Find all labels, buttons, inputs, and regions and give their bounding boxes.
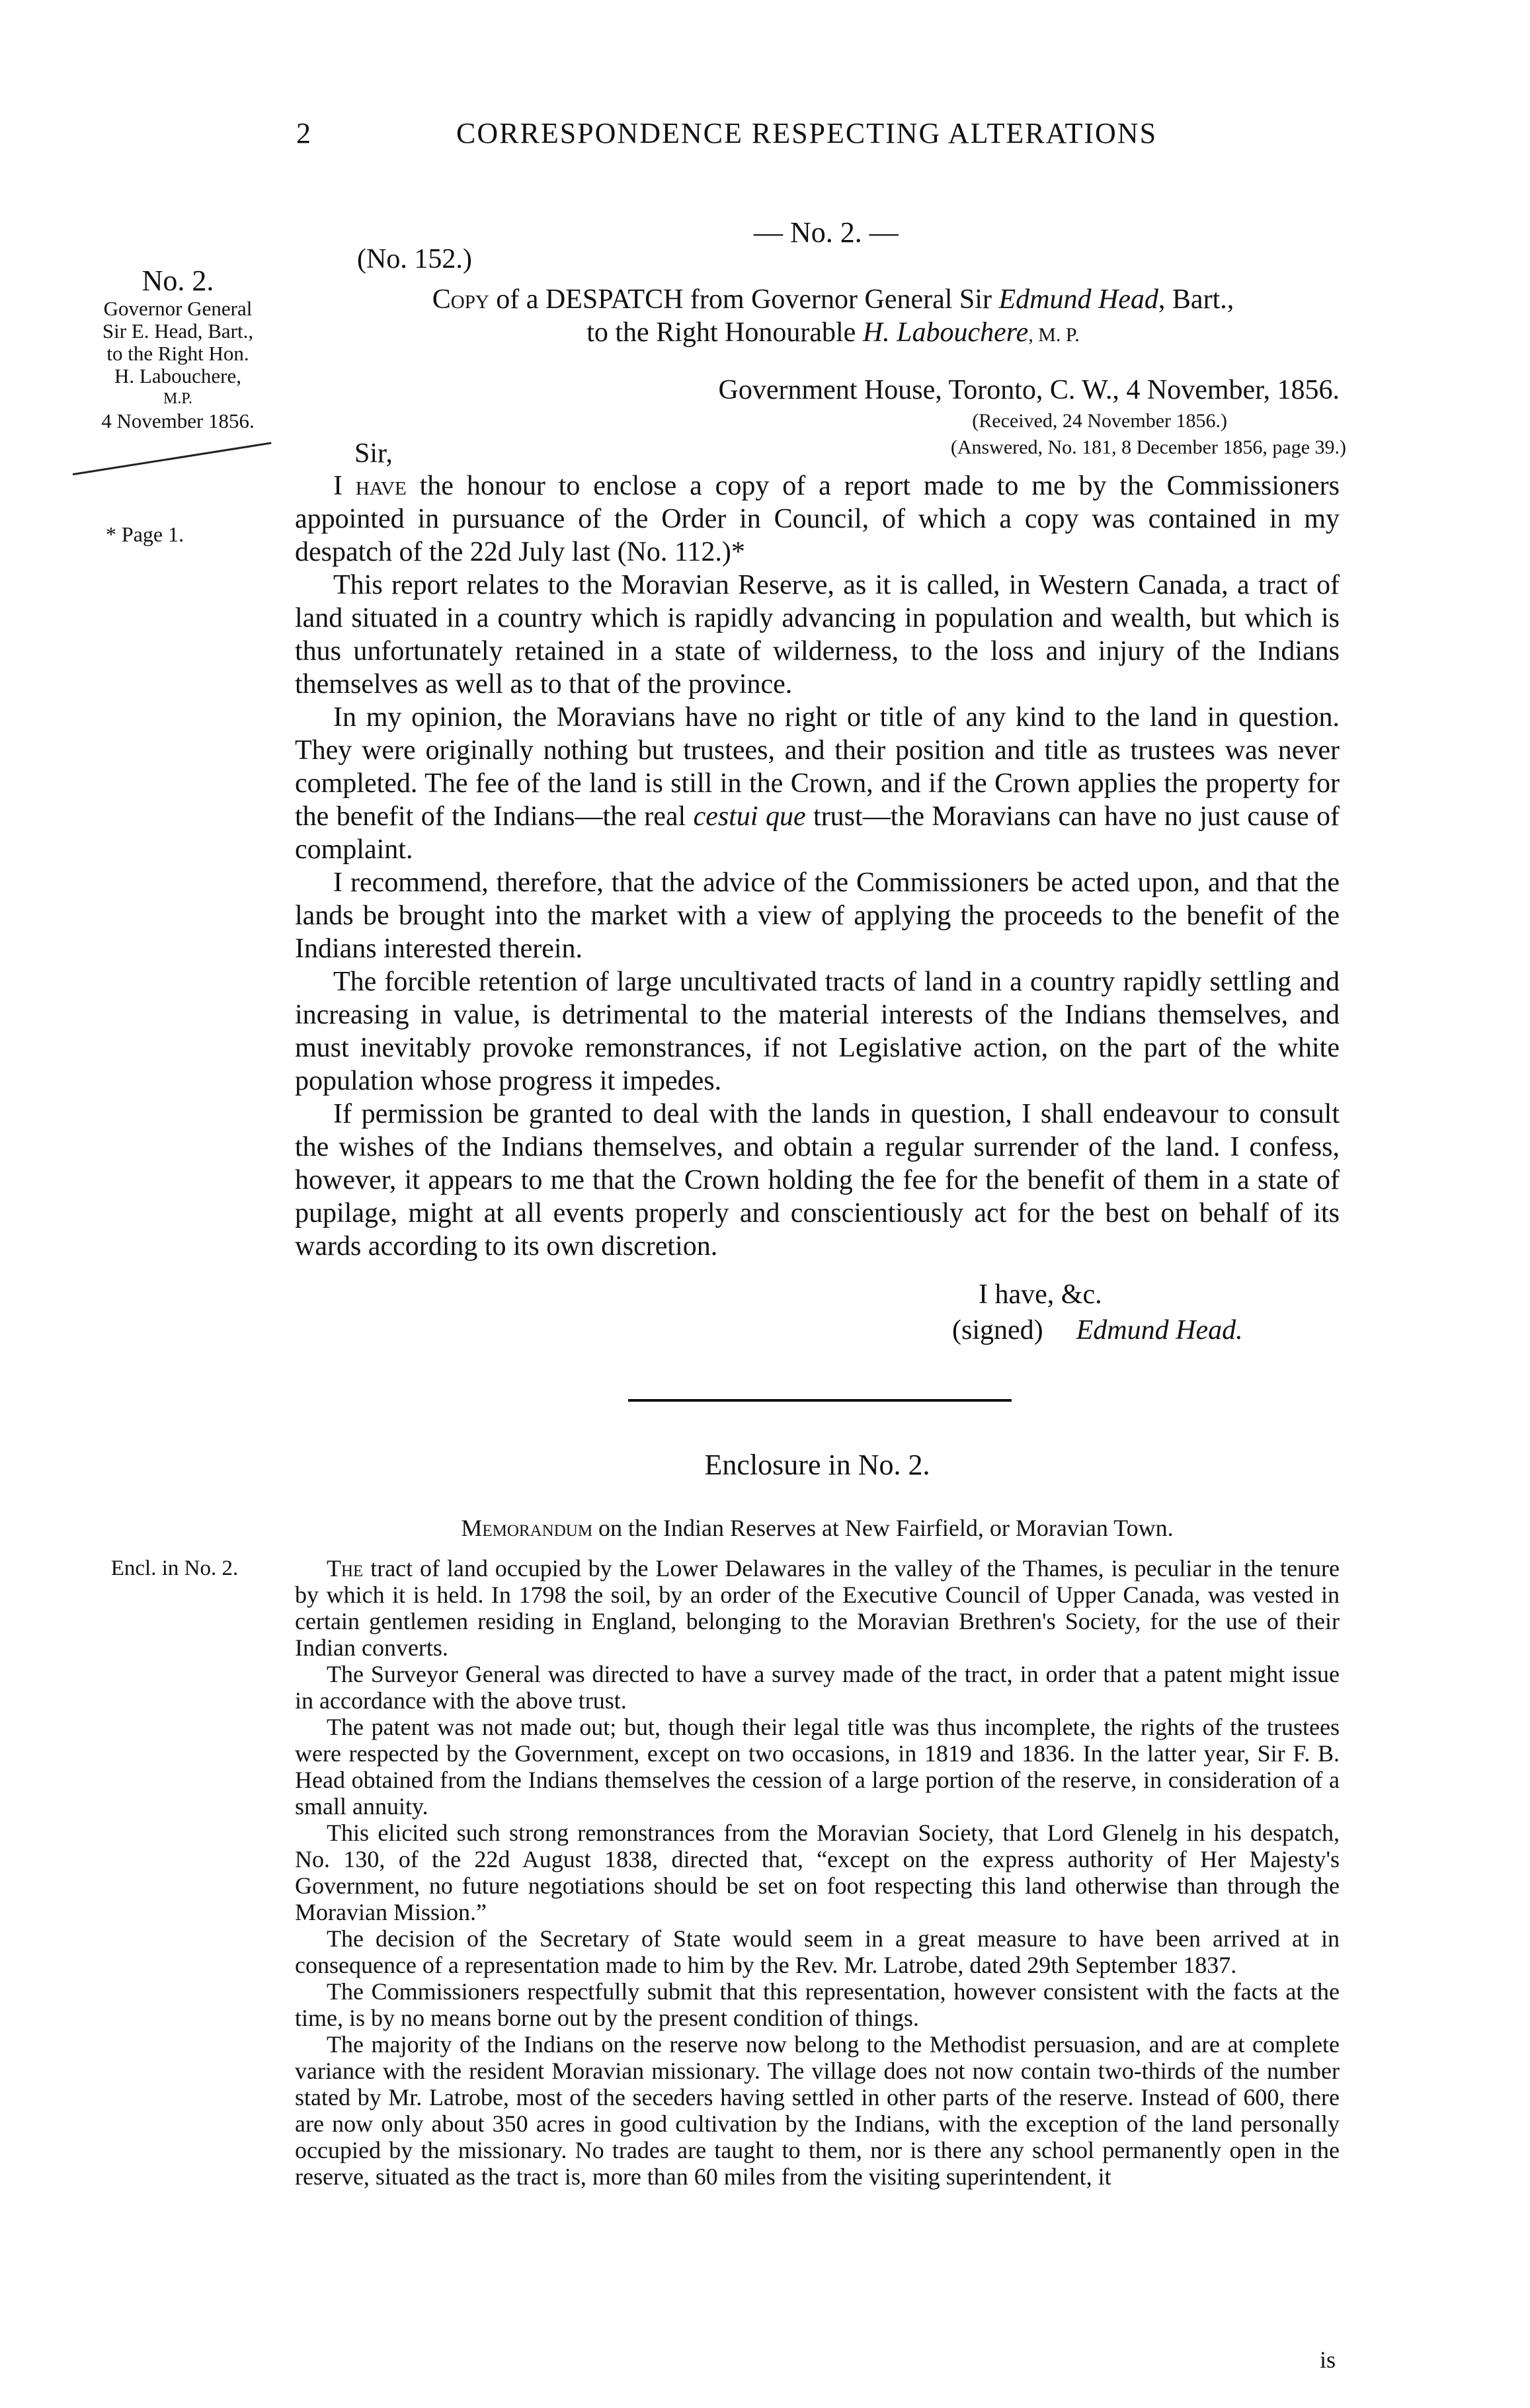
- letter-paragraph: I recommend, therefore, that the advice of the Commissioners be acted upon, and that the lands be brought into the market with a view of applying the proceeds to the benefit of the Indians interested therein.: [295, 867, 1340, 964]
- margin-note: [69, 264, 287, 432]
- letter-paragraph: [295, 701, 1340, 866]
- title-prefix: of a DESPATCH from Governor General Sir: [496, 284, 992, 315]
- enclosure-paragraph: The majority of the Indians on the reserve now belong to the Methodist persuasion, and are at complete variance with the resident Moravian missionary. The village does not now contain two-thirds of the number stated by Mr. Latrobe, most of the seceders having settled in other parts of the reserve. Instead of 600, there are now only about 350 acres in good cultivation by the Indians, with the exception of the land personally occupied by the missionary. No trades are taught to them, nor is there any school permanently open in the reserve, situated as the tract is, more than 60 miles from the visiting superintendent, it: [295, 2031, 1340, 2190]
- memorandum-title: [295, 1514, 1340, 1542]
- sender-name: Edmund Head: [998, 284, 1158, 315]
- received-date: (Received, 24 November 1856.): [972, 410, 1227, 432]
- catchword: is: [1320, 2347, 1336, 2373]
- enclosure-paragraph: This elicited such strong remonstrances from the Moravian Society, that Lord Glenelg in his despatch, No. 130, of the 22d August 1838, directed that, “except on the express authority of Her Majesty's Government, no future negotiations should be set on foot respecting this land otherwise than through the Moravian Mission.”: [295, 1820, 1340, 1925]
- title-line2-prefix: to the Right Honourable: [586, 317, 856, 348]
- enclosure-margin-ref: Encl. in No. 2.: [110, 1556, 239, 1580]
- margin-note-line: H. Labouchere,: [114, 364, 241, 387]
- paragraph-text: trust—the Moravians can have no just cause of complaint.: [295, 801, 1340, 865]
- margin-note-line: Governor General: [103, 297, 253, 320]
- paragraph-text: In my opinion, the Moravians have no right or title of any kind to the land in question. They were originally nothing but trustees, and their position and title as trustees was never completed. The fee of the land is still in the Crown, and if the Crown applies the property for the benefit of the Indians—the real: [295, 702, 1340, 832]
- margin-note-line: to the Right Hon.: [106, 342, 249, 365]
- letter-body: [295, 469, 1340, 1263]
- signed-word: (signed): [952, 1315, 1043, 1345]
- answered-note: (Answered, No. 181, 8 December 1856, page 39.): [950, 436, 1346, 458]
- title-line2-suffix: , M. P.: [1028, 324, 1080, 346]
- place-date: Government House, Toronto, C. W., 4 November, 1856.: [718, 375, 1340, 405]
- enclosure-paragraph: [295, 1555, 1340, 1661]
- letter-paragraph: The forcible retention of large uncultivated tracts of land in a country rapidly settling and increasing in value, is detrimental to the material interests of the Indians themselves, and must inevitably provoke remonstrances, if not Legislative action, on the part of the white population whose progress it impedes.: [295, 967, 1340, 1096]
- letter-paragraph: If permission be granted to deal with the lands in question, I shall endeavour to consult the wishes of the Indians themselves, and obtain a regular surrender of the land. I confess, however, it appears to me that the Crown holding the fee for the benefit of them in a state of pupilage, might at all events properly and conscientiously act for the best on behalf of its wards according to its own discretion.: [295, 1099, 1340, 1262]
- margin-rule: [73, 442, 272, 475]
- enclosure-paragraph: The patent was not made out; but, though their legal title was thus incomplete, the rights of the trustees were respected by the Government, except on two occasions, in 1819 and 1836. In the latter year, Sir F. B. Head obtained from the Indians themselves the cession of a large portion of the reserve, in consideration of a small annuity.: [295, 1714, 1340, 1820]
- margin-note-line: M.P.: [163, 390, 193, 407]
- memo-word: Memorandum: [461, 1515, 593, 1541]
- margin-note-number: No. 2.: [141, 264, 214, 297]
- enclosure-paragraph: The decision of the Secretary of State would seem in a great measure to have been arrived at in consequence of a representation made to him by the Rev. Mr. Latrobe, dated 29th September 1837.: [295, 1925, 1340, 1978]
- page-number: 2: [296, 117, 311, 149]
- recipient-name: H. Labouchere: [862, 317, 1029, 348]
- closing: I have, &c.: [979, 1279, 1102, 1310]
- italic-phrase: cestui que: [693, 801, 806, 832]
- margin-note-date: 4 November 1856.: [101, 409, 255, 432]
- enclosure-paragraph: The Commissioners respectfully submit that this representation, however consistent with the facts at the time, is by no means borne out by the present condition of things.: [295, 1978, 1340, 2031]
- copy-word: Copy: [432, 284, 489, 315]
- despatch-ref-number: (No. 152.): [357, 244, 472, 274]
- signature: Edmund Head.: [1076, 1315, 1243, 1345]
- memo-title-rest: on the Indian Reserves at New Fairfield, or Moravian Town.: [592, 1515, 1174, 1541]
- running-title: CORRESPONDENCE RESPECTING ALTERATIONS: [456, 117, 1158, 149]
- document-number: — No. 2. —: [754, 216, 899, 249]
- paragraph-text: the honour to enclose a copy of a report made to me by the Commissioners appointed in pursuance of the Order in Council, of which a copy was contained in my despatch of the 22d July last (No. 112.)*: [295, 471, 1340, 567]
- section-divider: [628, 1399, 1012, 1402]
- letter-paragraph: This report relates to the Moravian Reserve, as it is called, in Western Canada, a tract of land situated in a country which is rapidly advancing in population and wealth, but which is thus unfortunately retained in a state of wilderness, to the loss and injury of the Indians themselves as well as to that of the province.: [295, 570, 1340, 700]
- signature-line: [952, 1314, 1243, 1346]
- letter-paragraph: [295, 469, 1340, 569]
- salutation: Sir,: [354, 438, 393, 469]
- paragraph-text: tract of land occupied by the Lower Delawares in the valley of the Thames, is peculiar in the tenure by which it is held. In 1798 the soil, by an order of the Executive Council of Upper Canada, was vested in certain gentlemen residing in England, belonging to the Moravian Brethren's Society, for the use of their Indian converts.: [295, 1555, 1340, 1661]
- despatch-title: [317, 283, 1349, 352]
- margin-note-line: Sir E. Head, Bart.,: [102, 319, 254, 342]
- enclosure-body: [295, 1555, 1340, 2190]
- enclosure-heading: Enclosure in No. 2.: [704, 1449, 930, 1481]
- enclosure-paragraph: The Surveyor General was directed to have a survey made of the tract, in order that a patent might issue in accordance with the above trust.: [295, 1661, 1340, 1714]
- lead-words: I have: [333, 471, 407, 501]
- lead-words: The: [327, 1555, 364, 1582]
- title-suffix: , Bart.,: [1158, 284, 1234, 315]
- footnote-reference: * Page 1.: [105, 522, 184, 546]
